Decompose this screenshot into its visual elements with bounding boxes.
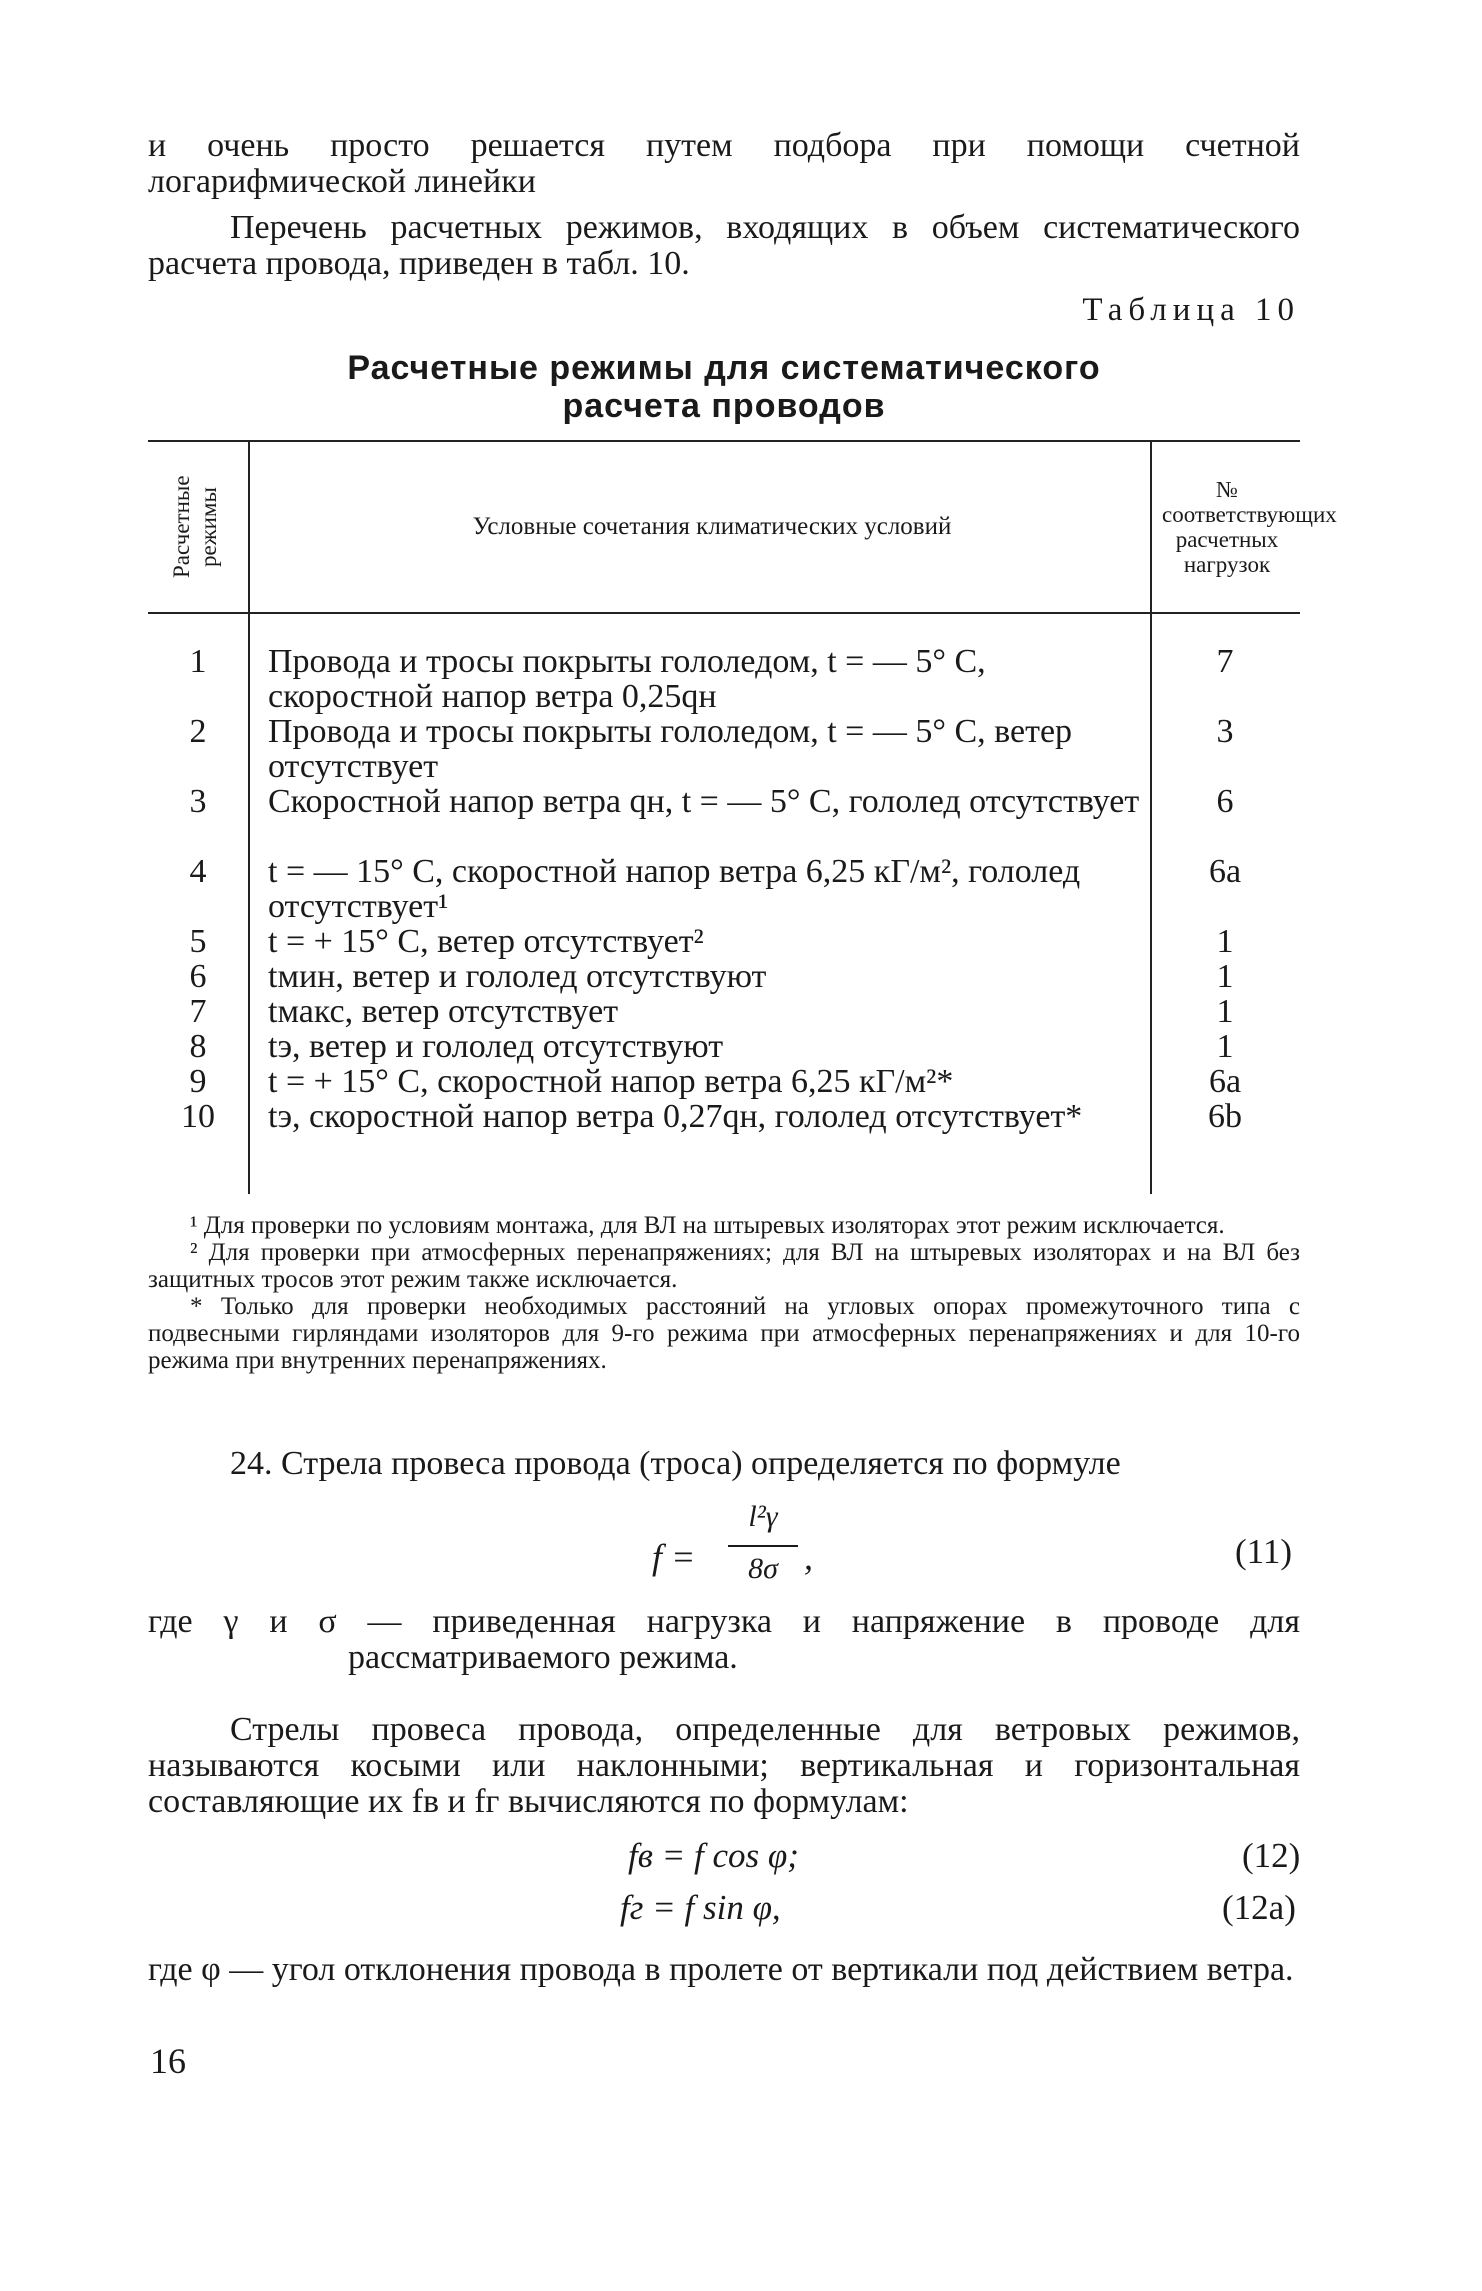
row-number: 2 [189,713,207,750]
header-col-regime [148,442,250,612]
row-conditions: t = + 15° C, скоростной напор ветра 6,25 кГ/м²* [268,1063,954,1100]
table-row [148,1029,1300,1064]
table-row [148,784,1300,854]
row-number: 6 [189,958,207,995]
page-number: 16 [150,2041,186,2081]
formula-11-denominator: 8σ [748,1552,778,1585]
row-number: 10 [181,1098,215,1135]
row-number: 9 [189,1063,207,1100]
intro-paragraph-2: Перечень расчетных режимов, входящих в объем систематического расчета провода, приведен в табл. 10. [148,209,1300,282]
row-load: 6a [1208,1063,1242,1100]
where-phi-block [148,1952,1300,1988]
row-conditions: tэ, ветер и гололед отсутствуют [268,1028,724,1065]
table-rows [148,644,1300,1169]
intro-block [148,128,1300,282]
table-caption-block [148,292,1300,425]
formula-11 [652,1500,952,1600]
table-row [148,994,1300,1029]
section-24 [148,1446,1300,1482]
row-load: 1 [1216,958,1234,995]
table-10 [148,440,1337,1194]
row-number: 4 [189,853,207,890]
row-load: 1 [1216,923,1234,960]
header-regime-label: Расчетные режимы [169,475,221,579]
row-conditions: Провода и тросы покрыты гололедом, t = — 5° C, скоростной напор ветра 0,25qн [268,643,986,715]
table-row [148,854,1300,924]
row-number: 5 [189,923,207,960]
where-block [148,1604,1300,1676]
row-number: 8 [189,1028,207,1065]
formula-12-number: (12) [1242,1836,1301,1875]
row-conditions: t = — 15° C, скоростной напор ветра 6,25 кГ/м², гололед отсутствует¹ [268,853,1081,925]
where-phi: где φ — угол отклонения провода в пролете от вертикали под действием ветра. [148,1951,1294,1988]
row-conditions: t = + 15° C, ветер отсутствует² [268,923,704,960]
footnote-2: ² Для проверки при атмосферных перенапряжениях; для ВЛ на штыревых изоляторах и на ВЛ без защитных тросов этот режим также исключается. [148,1239,1300,1293]
row-number: 7 [189,993,207,1030]
footnotes [148,1212,1300,1374]
row-load: 6a [1208,853,1242,890]
row-conditions: tмин, ветер и гололед отсутствуют [268,958,767,995]
row-load: 6b [1208,1098,1242,1135]
row-conditions: tэ, скоростной напор ветра 0,27qн, гололед отсутствует* [268,1098,1083,1135]
formula-11-numerator: l²γ [748,1500,778,1533]
table-row [148,1064,1300,1099]
footnote-1: ¹ Для проверки по условиям монтажа, для ВЛ на штыревых изоляторах этот режим исключается. [190,1212,1225,1239]
table-row [148,924,1300,959]
formula-12: fв = f cos φ; [628,1836,799,1875]
row-load: 3 [1216,713,1234,750]
table-row [148,644,1300,714]
footnote-3: * Только для проверки необходимых расстояний на угловых опорах промежуточного типа с подвесными гирляндами изоляторов для 9-го режима при атмосферных перенапряжениях и для 10-го режима при внутренних перенапряжениях. [148,1293,1300,1374]
row-load: 1 [1216,993,1234,1030]
oblique-sag-paragraph: Стрелы провеса провода, определенные для ветровых режимов, называются косыми или наклонными; вертикальная и горизонтальная составляющие их fв и fг вычисляются по формулам: [148,1711,1300,1820]
header-load-label: № соответствующих расчетных нагрузок [1162,477,1337,577]
table-title-line-1: Расчетные режимы для систематического [347,349,1101,387]
header-col-conditions [250,442,1174,612]
section-24-paragraph: 24. Стрела провеса провода (троса) определяется по формуле [230,1445,1121,1482]
row-conditions: Скоростной напор ветра qн, t = — 5° C, гололед отсутствует [268,783,1140,820]
table-header [148,440,1337,614]
formula-11-number: (11) [1235,1532,1293,1571]
row-load: 1 [1216,1028,1234,1065]
intro-paragraph-1: и очень просто решается путем подбора при помощи счетной логарифмической линейки [148,127,1300,200]
row-load: 7 [1216,643,1234,680]
where-gamma-sigma: где γ и σ — приведенная нагрузка и напряжение в проводе для рассматриваемого режима. [148,1603,1300,1676]
row-conditions: tмакс, ветер отсутствует [268,993,619,1030]
row-number: 3 [189,783,207,820]
row-conditions: Провода и тросы покрыты гололедом, t = — 5° C, ветер отсутствует [268,713,1073,785]
table-row [148,959,1300,994]
formula-11-comma: , [804,1537,813,1577]
table-body [148,614,1300,1194]
table-row [148,1099,1300,1169]
formula-12a-number: (12a) [1222,1888,1296,1927]
header-conditions-label: Условные сочетания климатических условий [472,513,952,540]
formula-11-lhs: f = [652,1537,696,1577]
oblique-sag-block [148,1712,1300,1820]
formula-11-fraction-bar [728,1545,798,1547]
table-caption: Таблица 10 [1082,292,1300,328]
formula-12a: fг = f sin φ, [620,1888,781,1927]
header-col-load [1150,442,1337,612]
table-row [148,714,1300,784]
table-title-line-2: расчета проводов [562,387,886,425]
row-number: 1 [189,643,207,680]
row-load: 6 [1216,783,1234,820]
